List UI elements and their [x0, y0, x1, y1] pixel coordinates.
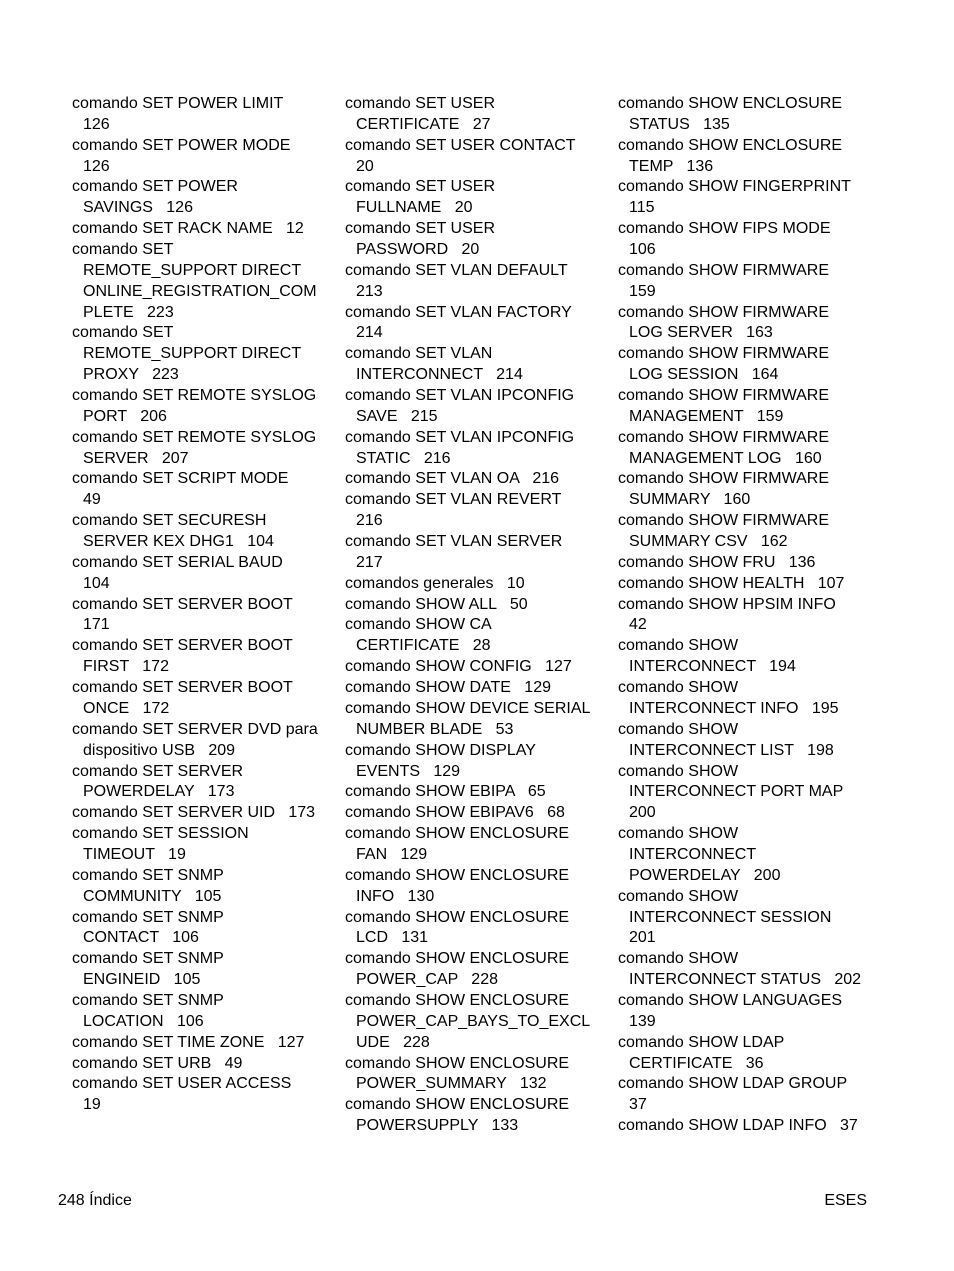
index-entry: comando SHOW ENCLOSURE POWER_SUMMARY 132	[345, 1054, 570, 1093]
index-entry: comando SET VLAN REVERT 216	[345, 491, 562, 530]
index-entry: comando SET SERVER DVD para dispositivo USB 209	[72, 720, 318, 759]
index-entry: comando SET USER CERTIFICATE 27	[345, 95, 495, 133]
index-entry: comando SHOW ENCLOSURE LCD 131	[345, 908, 570, 947]
index-entry: comando SHOW FINGERPRINT 115	[618, 178, 851, 217]
index-entry: comando SHOW HEALTH 107	[618, 574, 845, 592]
index-entry: comando SET REMOTE_SUPPORT DIRECT PROXY 223	[72, 324, 302, 384]
index-entry: comando SHOW LANGUAGES 139	[618, 991, 843, 1030]
index-entry: comando SET SCRIPT MODE 49	[72, 470, 289, 509]
index-entry: comando SET USER ACCESS 19	[72, 1075, 292, 1114]
index-entry: comando SET VLAN INTERCONNECT 214	[345, 345, 523, 384]
index-entry: comando SHOW INTERCONNECT LIST 198	[618, 720, 834, 759]
index-entry: comando SET POWER LIMIT 126	[72, 95, 284, 133]
index-entry: comando SET REMOTE SYSLOG PORT 206	[72, 387, 317, 425]
index-entry: comando SHOW ENCLOSURE POWER_CAP_BAYS_TO_EXCL UDE 228	[345, 991, 591, 1051]
index-entry: comando SHOW LDAP INFO 37	[618, 1117, 858, 1135]
index-entry: comando SET VLAN OA 216	[345, 470, 560, 488]
index-entry: comando SHOW INTERCONNECT POWERDELAY 200	[618, 825, 781, 884]
index-entry: comando SHOW CA CERTIFICATE 28	[345, 616, 492, 655]
index-entry: comando SET REMOTE_SUPPORT DIRECT ONLINE_REGISTRATION_COM PLETE 223	[72, 241, 317, 321]
index-entry: comando SHOW ENCLOSURE STATUS 135	[618, 95, 843, 133]
index-entry: comando SET USER PASSWORD 20	[345, 220, 495, 259]
page-footer-left: 248 Índice	[58, 1192, 132, 1209]
index-entry: comando SET USER FULLNAME 20	[345, 178, 495, 217]
index-entry: comando SHOW INTERCONNECT 194	[618, 637, 796, 676]
index-entry: comando SET SERVER POWERDELAY 173	[72, 762, 244, 801]
index-entry: comando SET SNMP CONTACT 106	[72, 908, 224, 947]
index-entry: comando SHOW ENCLOSURE TEMP 136	[618, 136, 843, 175]
index-entry: comando SET REMOTE SYSLOG SERVER 207	[72, 428, 317, 467]
index-entry: comando SHOW FIRMWARE SUMMARY CSV 162	[618, 512, 829, 551]
index-entry: comando SHOW DATE 129	[345, 679, 551, 697]
index-column-2	[345, 94, 607, 1137]
index-entry: comando SET POWER SAVINGS 126	[72, 178, 238, 217]
index-entry: comando SHOW ALL 50	[345, 595, 528, 613]
index-entry: comando SHOW DISPLAY EVENTS 129	[345, 741, 536, 780]
index-entry: comando SHOW FIRMWARE MANAGEMENT 159	[618, 387, 829, 425]
index-entry: comando SET TIME ZONE 127	[72, 1033, 305, 1051]
index-entry: comando SET SESSION TIMEOUT 19	[72, 825, 249, 863]
index-entry: comando SHOW FIRMWARE LOG SESSION 164	[618, 345, 829, 384]
index-entry: comando SET SNMP ENGINEID 105	[72, 950, 224, 989]
index-entry: comando SHOW EBIPAV6 68	[345, 804, 565, 822]
index-entry: comando SHOW FRU 136	[618, 553, 816, 571]
index-entry: comando SET RACK NAME 12	[72, 220, 304, 238]
index-entry: comando SHOW ENCLOSURE FAN 129	[345, 825, 570, 863]
index-entry: comando SET SECURESH SERVER KEX DHG1 104	[72, 512, 274, 551]
index-entry: comando SHOW ENCLOSURE POWER_CAP 228	[345, 950, 570, 989]
index-entry: comando SET VLAN FACTORY 214	[345, 303, 572, 342]
index-entry: comando SHOW CONFIG 127	[345, 658, 572, 676]
index-entry: comando SET VLAN IPCONFIG SAVE 215	[345, 387, 575, 425]
index-entry: comandos generales 10	[345, 574, 525, 592]
index-entry: comando SHOW HPSIM INFO 42	[618, 595, 836, 634]
index-entry: comando SET SERVER BOOT 171	[72, 595, 293, 634]
index-entry: comando SET SERIAL BAUD 104	[72, 553, 283, 592]
index-entry: comando SHOW EBIPA 65	[345, 783, 546, 801]
index-entry: comando SET SERVER BOOT FIRST 172	[72, 637, 293, 676]
index-entry: comando SHOW INTERCONNECT SESSION 201	[618, 887, 832, 947]
index-entry: comando SET POWER MODE 126	[72, 136, 291, 175]
index-entry: comando SHOW ENCLOSURE POWERSUPPLY 133	[345, 1096, 570, 1135]
index-entry: comando SHOW LDAP GROUP 37	[618, 1075, 848, 1114]
index-entry: comando SET USER CONTACT 20	[345, 136, 576, 175]
index-column-3	[618, 94, 880, 1137]
index-entry: comando SHOW INTERCONNECT STATUS 202	[618, 950, 862, 989]
index-entry: comando SHOW INTERCONNECT INFO 195	[618, 679, 839, 717]
index-entry: comando SHOW FIRMWARE MANAGEMENT LOG 160	[618, 428, 829, 467]
index-entry: comando SHOW DEVICE SERIAL NUMBER BLADE 53	[345, 699, 591, 738]
index-entry: comando SHOW FIRMWARE SUMMARY 160	[618, 470, 829, 509]
index-entry: comando SET SERVER UID 173	[72, 804, 316, 822]
index-entry: comando SHOW FIPS MODE 106	[618, 220, 831, 259]
index-entry: comando SET VLAN SERVER 217	[345, 533, 563, 571]
index-entry: comando SHOW FIRMWARE LOG SERVER 163	[618, 303, 829, 342]
index-entry: comando SET SERVER BOOT ONCE 172	[72, 679, 293, 717]
index-entry: comando SHOW INTERCONNECT PORT MAP 200	[618, 762, 844, 822]
index-entry: comando SET VLAN IPCONFIG STATIC 216	[345, 428, 575, 467]
index-entry: comando SET SNMP LOCATION 106	[72, 991, 224, 1030]
index-entry: comando SET VLAN DEFAULT 213	[345, 261, 568, 300]
index-entry: comando SET URB 49	[72, 1054, 243, 1072]
index-entry: comando SHOW LDAP CERTIFICATE 36	[618, 1033, 785, 1072]
index-entry: comando SHOW FIRMWARE 159	[618, 261, 829, 300]
index-entry: comando SET SNMP COMMUNITY 105	[72, 866, 224, 905]
index-entry: comando SHOW ENCLOSURE INFO 130	[345, 866, 570, 905]
index-column-1	[72, 94, 334, 1116]
page-footer-right: ESES	[824, 1192, 867, 1209]
